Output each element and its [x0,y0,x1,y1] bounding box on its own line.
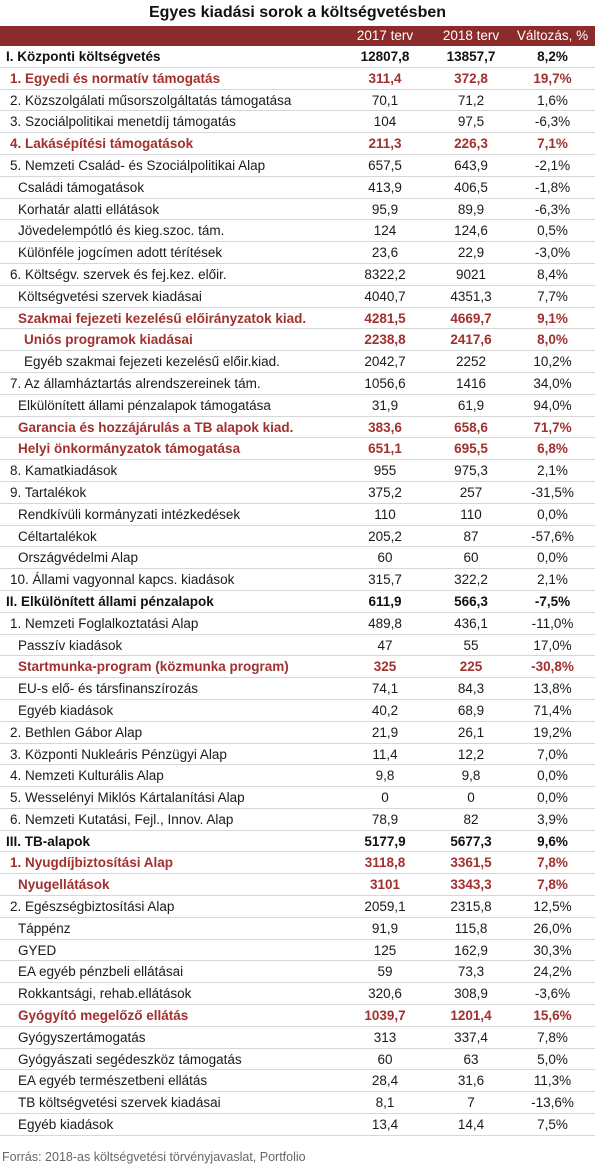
table-row [0,1027,595,1049]
value-2018: 406,5 [454,179,488,195]
table-row [0,1049,595,1071]
row-label: Passzív kiadások [18,637,123,653]
row-label: Rendkívüli kormányzati intézkedések [18,506,241,522]
value-2018: 658,6 [454,419,488,435]
value-2018: 9,8 [461,768,481,784]
row-label: Uniós programok kiadásai [24,332,193,348]
table-row [0,395,595,417]
table-row [0,700,595,722]
value-2018: 436,1 [454,615,488,631]
table-row [0,133,595,155]
table-row [0,569,595,591]
value-2018: 13857,7 [446,49,496,64]
value-2018: 226,3 [454,136,488,152]
row-label: Egyéb szakmai fejezeti kezelésű előir.kiad. [24,354,280,370]
value-2017: 8,1 [375,1095,395,1111]
value-change: 0,0% [537,790,568,806]
value-2017: 325 [373,659,397,675]
row-label: 10. Állami vagyonnal kapcs. kiadások [10,572,235,588]
value-2018: 322,2 [454,572,488,588]
table-row [0,678,595,700]
value-change: 2,1% [537,572,568,588]
row-label: III. TB-alapok [6,833,91,849]
value-2017: 4281,5 [364,310,406,326]
row-label: Gyógyító megelőző ellátás [18,1008,189,1024]
row-label: 1. Egyedi és normatív támogatás [10,70,221,86]
value-2018: 643,9 [454,157,488,173]
table-row [0,744,595,766]
table-row [0,308,595,330]
value-2017: 60 [377,1051,393,1067]
row-label: 9. Tartalékok [10,484,87,500]
value-change: 10,2% [533,354,572,370]
value-2018: 97,5 [457,114,485,130]
value-2018: 14,4 [457,1117,485,1133]
value-2018: 71,2 [457,92,485,108]
value-2018: 2315,8 [450,899,492,915]
row-label: I. Központi költségvetés [6,49,161,64]
table-header [0,26,595,46]
value-change: 0,5% [537,223,568,239]
row-label: Korhatár alatti ellátások [18,201,160,217]
row-label: Garancia és hozzájárulás a TB alapok kiad. [18,419,294,435]
value-change: 8,2% [537,49,568,64]
value-2017: 125 [373,942,397,958]
row-label: 3. Központi Nukleáris Pénzügyi Alap [10,746,227,762]
table-row [0,918,595,940]
row-label: Jövedelempótló és kieg.szoc. tám. [18,223,225,239]
table-row [0,940,595,962]
row-label: 4. Lakásépítési támogatások [10,136,194,152]
value-change: 0,0% [537,550,568,566]
value-2017: 78,9 [371,811,399,827]
value-2017: 70,1 [371,92,399,108]
table-row [0,482,595,504]
value-2017: 104 [373,114,397,130]
value-2017: 23,6 [371,245,399,261]
value-2018: 2417,6 [450,332,492,348]
value-2017: 383,6 [368,419,402,435]
table-row [0,417,595,439]
row-label: GYED [18,942,57,958]
value-change: 19,7% [533,70,572,86]
value-change: 3,9% [537,811,568,827]
value-2017: 59 [377,964,393,980]
table-row [0,852,595,874]
row-label: Gyógyászati segédeszköz támogatás [18,1051,242,1067]
table-row [0,1092,595,1114]
value-2017: 0 [381,790,389,806]
value-2017: 3101 [369,877,401,893]
table-row [0,242,595,264]
value-change: 8,4% [537,266,568,282]
row-label: TB költségvetési szervek kiadásai [18,1095,221,1111]
value-2018: 3343,3 [450,877,492,893]
value-2017: 91,9 [371,920,399,936]
value-change: 71,4% [533,702,572,718]
row-label: II. Elkülönített állami pénzalapok [6,593,214,609]
value-2018: 2252 [455,354,487,370]
row-label: EA egyéb természetbeni ellátás [18,1073,208,1089]
value-change: 34,0% [533,375,572,391]
value-2017: 2059,1 [364,899,406,915]
value-change: -2,1% [534,157,571,173]
table-row [0,460,595,482]
value-2017: 40,2 [371,702,399,718]
value-2018: 84,3 [457,681,485,697]
table-row [0,722,595,744]
row-label: 1. Nyugdíjbiztosítási Alap [10,855,174,871]
value-2017: 611,9 [368,593,402,609]
value-change: 7,8% [537,877,568,893]
value-change: 19,2% [533,724,572,740]
table-row [0,1005,595,1027]
value-change: 7,8% [537,1029,568,1045]
table-row [0,961,595,983]
value-2018: 7 [467,1095,475,1111]
value-change: -6,3% [534,114,571,130]
table-row [0,547,595,569]
table-row [0,329,595,351]
value-2017: 60 [377,550,393,566]
value-change: -30,8% [531,659,574,675]
value-2018: 26,1 [457,724,485,740]
value-change: 5,0% [537,1051,568,1067]
value-change: -11,0% [531,615,574,631]
value-change: 24,2% [533,964,572,980]
value-2018: 3361,5 [450,855,492,871]
table-row [0,591,595,613]
value-change: 9,6% [537,833,568,849]
value-change: 8,0% [537,332,568,348]
value-2017: 28,4 [371,1073,399,1089]
value-2018: 308,9 [454,986,488,1002]
table-row [0,635,595,657]
value-2017: 205,2 [368,528,402,544]
row-label: 6. Költségv. szervek és fej.kez. előir. [10,266,227,282]
row-label: Különféle jogcímen adott térítések [18,245,223,261]
value-2018: 225 [459,659,483,675]
value-change: -7,5% [534,593,571,609]
value-change: 6,8% [537,441,568,457]
column-header-change: Változás, % [516,28,589,43]
value-2017: 311,4 [368,70,402,86]
value-2018: 372,8 [454,70,488,86]
value-change: 15,6% [533,1008,572,1024]
value-2017: 1039,7 [364,1008,406,1024]
value-2017: 12807,8 [360,49,410,64]
value-2018: 61,9 [457,397,485,413]
value-2018: 110 [460,506,482,522]
value-2018: 82 [463,811,479,827]
value-change: 9,1% [537,310,568,326]
value-change: 71,7% [533,419,572,435]
row-label: 3. Szociálpolitikai menetdíj támogatás [10,114,236,130]
value-2017: 313 [373,1029,397,1045]
table-row [0,286,595,308]
value-2017: 651,1 [368,441,402,457]
value-2017: 13,4 [371,1117,399,1133]
row-label: Költségvetési szervek kiadásai [18,288,202,304]
table-row [0,46,595,68]
row-label: 7. Az államháztartás alrendszereinek tám. [10,375,261,391]
row-label: Egyéb kiadások [18,1117,114,1133]
row-label: 2. Közszolgálati műsorszolgáltatás támogatása [10,92,292,108]
value-2017: 74,1 [371,681,399,697]
value-change: 7,5% [537,1117,568,1133]
value-2017: 657,5 [368,157,402,173]
value-2017: 3118,8 [364,855,406,871]
value-2017: 11,4 [372,746,398,762]
value-change: -3,0% [534,245,571,261]
value-2018: 695,5 [454,441,488,457]
value-2017: 47 [377,637,393,653]
value-change: 94,0% [533,397,572,413]
row-label: 2. Egészségbiztosítási Alap [10,899,175,915]
table-row [0,613,595,635]
chart-title: Egyes kiadási sorok a költségvetésben [148,4,447,21]
value-2017: 315,7 [368,572,402,588]
table-row [0,787,595,809]
row-label: 4. Nemzeti Kulturális Alap [10,768,164,784]
table-row [0,438,595,460]
row-label: EU-s elő- és társfinanszírozás [18,681,199,697]
row-label: 2. Bethlen Gábor Alap [10,724,143,740]
value-change: -6,3% [534,201,571,217]
value-change: 26,0% [533,920,572,936]
row-label: EA egyéb pénzbeli ellátásai [18,964,184,980]
value-2018: 60 [463,550,479,566]
table-row [0,1114,595,1136]
value-2018: 89,9 [457,201,485,217]
value-2017: 31,9 [371,397,399,413]
value-change: -3,6% [534,986,571,1002]
table-row [0,896,595,918]
value-2018: 9021 [455,266,487,282]
value-change: 0,0% [537,506,568,522]
row-label: Országvédelmi Alap [18,550,139,566]
value-2017: 110 [374,506,396,522]
row-label: Startmunka-program (közmunka program) [18,659,289,675]
row-label: Családi támogatások [18,179,145,195]
value-2017: 1056,6 [364,375,406,391]
value-2018: 975,3 [454,463,488,479]
table-row [0,68,595,90]
table-row [0,983,595,1005]
value-change: 7,7% [537,288,568,304]
value-change: -1,8% [534,179,571,195]
value-change: 1,6% [537,92,568,108]
row-label: 5. Wesselényi Miklós Kártalanítási Alap [10,790,245,806]
table-row [0,220,595,242]
table-row [0,199,595,221]
table-row [0,351,595,373]
column-header-2018: 2018 terv [442,28,500,43]
value-2018: 124,6 [454,223,488,239]
value-2017: 955 [373,463,397,479]
value-change: 30,3% [533,942,572,958]
value-2017: 2238,8 [364,332,406,348]
value-2018: 115,8 [454,920,488,936]
table-row [0,504,595,526]
row-label: Egyéb kiadások [18,702,114,718]
table-row [0,874,595,896]
value-change: -31,5% [531,484,574,500]
value-2017: 95,9 [371,201,399,217]
value-change: 0,0% [537,768,568,784]
value-2017: 124 [373,223,397,239]
table-row [0,264,595,286]
value-2017: 413,9 [368,179,402,195]
value-2018: 55 [463,637,479,653]
value-2017: 2042,7 [364,354,406,370]
row-label: Helyi önkormányzatok támogatása [18,441,241,457]
source-note: Forrás: 2018-as költségvetési törvényjavaslat, Portfolio [2,1150,306,1164]
value-2017: 5177,9 [364,833,406,849]
row-label: Szakmai fejezeti kezelésű előirányzatok kiad. [18,310,307,326]
value-2018: 1201,4 [450,1008,492,1024]
table-row [0,831,595,853]
value-change: 7,8% [537,855,568,871]
value-2017: 375,2 [368,484,402,500]
value-2018: 68,9 [457,702,485,718]
value-2018: 0 [467,790,475,806]
value-change: -13,6% [531,1095,574,1111]
value-2018: 1416 [455,375,487,391]
table-row [0,1070,595,1092]
value-change: 12,5% [533,899,572,915]
row-label: Táppénz [18,920,71,936]
table-row [0,656,595,678]
row-label: Gyógyszertámogatás [18,1029,146,1045]
row-label: Elkülönített állami pénzalapok támogatása [18,397,271,413]
row-label: Céltartalékok [18,528,97,544]
value-change: 7,1% [537,136,568,152]
table-row [0,765,595,787]
row-label: Nyugellátások [18,877,110,893]
table-row [0,373,595,395]
value-2018: 566,3 [454,593,488,609]
value-2018: 5677,3 [450,833,492,849]
table-row [0,155,595,177]
row-label: 1. Nemzeti Foglalkoztatási Alap [10,615,199,631]
value-2018: 63 [463,1051,479,1067]
table-row [0,526,595,548]
value-2017: 320,6 [368,986,402,1002]
table-row [0,111,595,133]
value-2017: 4040,7 [364,288,406,304]
value-2017: 9,8 [375,768,395,784]
value-2018: 4351,3 [450,288,492,304]
value-change: -57,6% [531,528,574,544]
row-label: Rokkantsági, rehab.ellátások [18,986,192,1002]
table-row [0,177,595,199]
value-change: 7,0% [537,746,568,762]
row-label: 6. Nemzeti Kutatási, Fejl., Innov. Alap [10,811,234,827]
value-2017: 489,8 [368,615,402,631]
value-2018: 4669,7 [450,310,492,326]
value-2018: 337,4 [454,1029,488,1045]
value-2018: 257 [459,484,483,500]
table-body [0,46,595,1136]
row-label: 5. Nemzeti Család- és Szociálpolitikai Alap [10,157,266,173]
row-label: 8. Kamatkiadások [10,463,118,479]
value-change: 17,0% [533,637,572,653]
value-2017: 8322,2 [364,266,406,282]
table-row [0,809,595,831]
value-2018: 31,6 [457,1073,485,1089]
value-2018: 22,9 [457,245,485,261]
table-row [0,90,595,112]
column-header-2017: 2017 terv [356,28,414,43]
value-2018: 73,3 [457,964,485,980]
value-2018: 87 [463,528,479,544]
value-2018: 162,9 [454,942,488,958]
value-change: 13,8% [533,681,572,697]
value-change: 11,3% [533,1073,572,1089]
value-2017: 21,9 [371,724,399,740]
value-2017: 211,3 [368,136,402,152]
value-change: 2,1% [537,463,568,479]
value-2018: 12,2 [457,746,485,762]
